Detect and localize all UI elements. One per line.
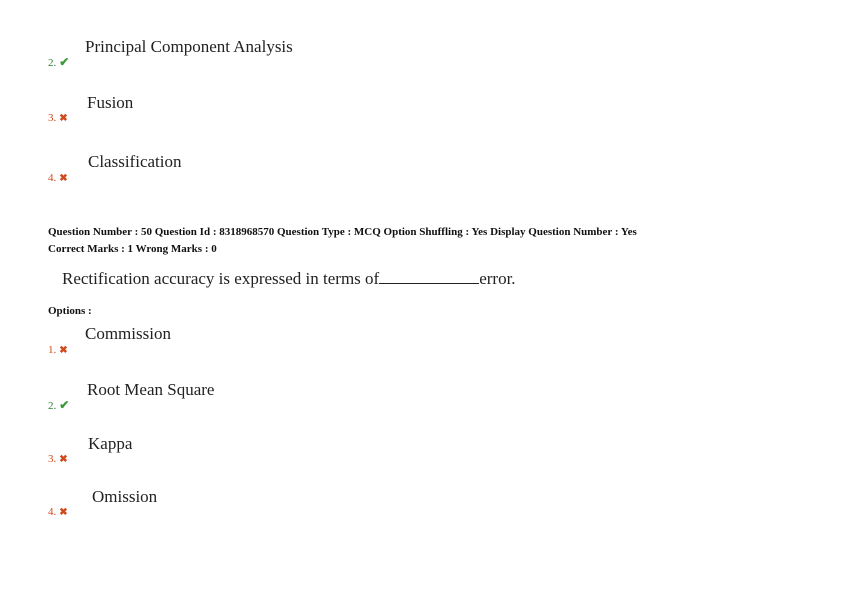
cross-mark-icon: ✖ bbox=[59, 112, 68, 124]
check-mark-icon: ✔ bbox=[59, 398, 70, 412]
option-number-label: 4. bbox=[48, 172, 57, 184]
question-meta-line: Question Number : 50 Question Id : 8318968570 Question Type : MCQ Option Shuffling : Yes Display Question Number : Yes bbox=[48, 226, 637, 238]
option-number-3 bbox=[48, 453, 68, 465]
option-text-prev-2: Principal Component Analysis bbox=[85, 37, 293, 56]
check-mark-icon: ✔ bbox=[59, 55, 70, 69]
option-number-label: 2. bbox=[48, 56, 57, 69]
question-text-before: Rectification accuracy is expressed in terms of bbox=[62, 269, 380, 288]
cross-mark-icon: ✖ bbox=[59, 453, 68, 465]
option-number-label: 2. bbox=[48, 399, 57, 412]
marks-meta-line: Correct Marks : 1 Wrong Marks : 0 bbox=[48, 243, 217, 255]
cross-mark-icon: ✖ bbox=[59, 172, 68, 184]
option-number-2 bbox=[48, 398, 69, 413]
option-text-1: Commission bbox=[85, 324, 171, 343]
option-text-4: Omission bbox=[92, 487, 158, 506]
question-text bbox=[62, 269, 516, 289]
option-text-prev-4: Classification bbox=[88, 152, 182, 171]
option-text-2: Root Mean Square bbox=[87, 380, 215, 399]
cross-mark-icon: ✖ bbox=[59, 344, 68, 356]
answer-blank bbox=[379, 271, 479, 284]
option-text-prev-3: Fusion bbox=[87, 93, 134, 112]
option-number-label: 3. bbox=[48, 453, 57, 465]
question-text-after: error. bbox=[479, 269, 516, 288]
option-number-4 bbox=[48, 506, 68, 518]
option-number-label: 1. bbox=[48, 344, 57, 356]
option-number-label: 4. bbox=[48, 506, 57, 518]
options-label: Options : bbox=[48, 305, 92, 317]
option-number-prev-4 bbox=[48, 172, 68, 184]
option-text-3: Kappa bbox=[88, 434, 133, 453]
option-number-prev-3 bbox=[48, 112, 68, 124]
option-number-1 bbox=[48, 344, 68, 356]
cross-mark-icon: ✖ bbox=[59, 506, 68, 518]
option-number-label: 3. bbox=[48, 112, 57, 124]
option-number-prev-2 bbox=[48, 55, 69, 70]
